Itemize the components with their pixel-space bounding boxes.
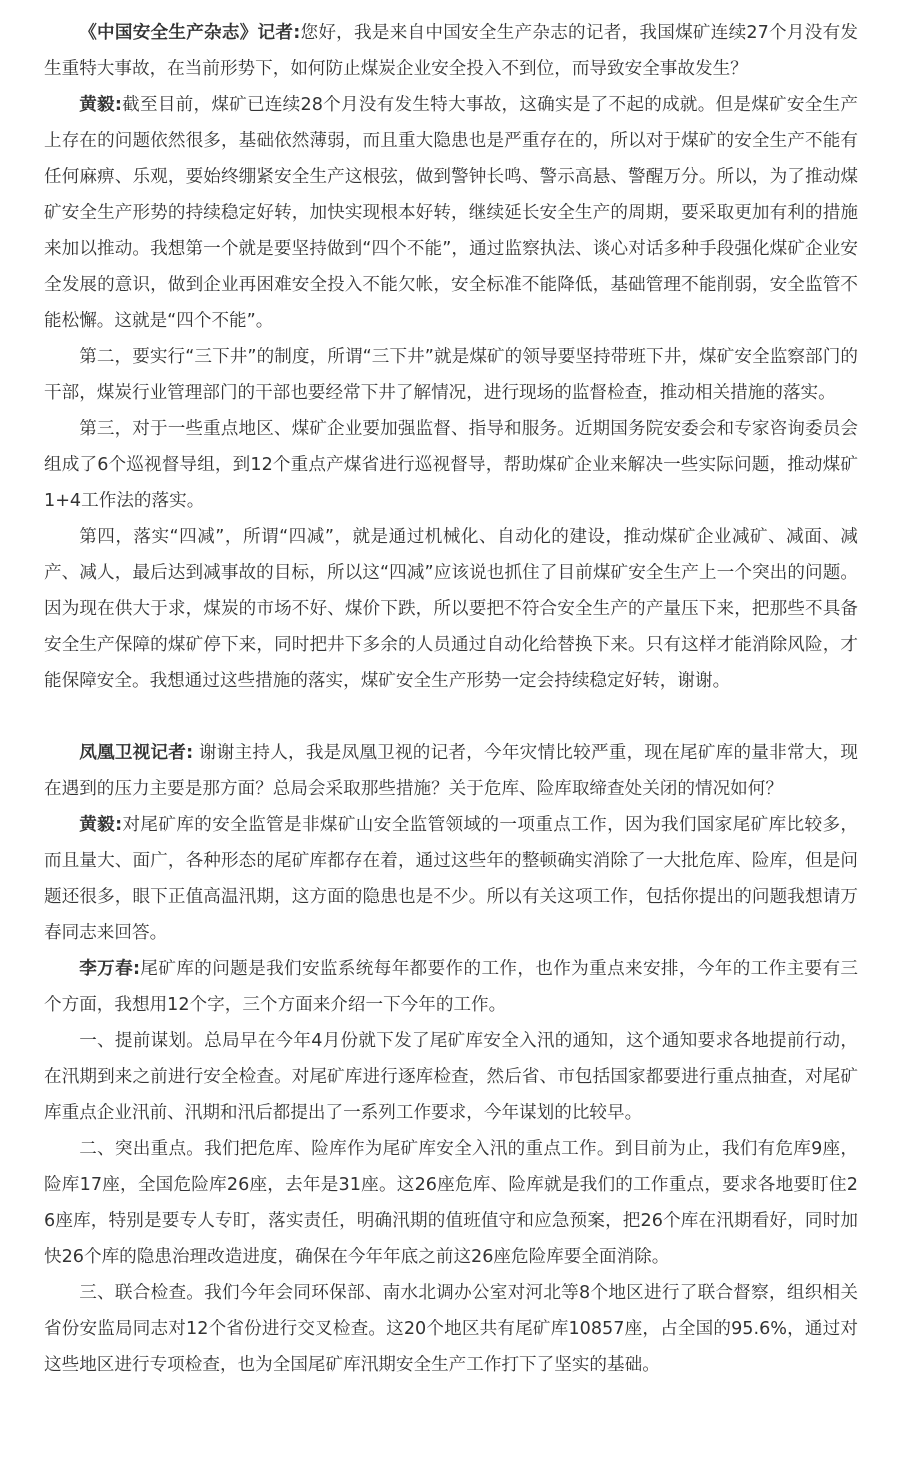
article-paragraph xyxy=(44,339,858,411)
paragraph-text: 一、提前谋划。总局早在今年4月份就下发了尾矿库安全入汛的通知，这个通知要求各地提前行动，在汛期到来之前进行安全检查。对尾矿库进行逐库检查，然后省、市包括国家都要进行重点抽查，对尾矿库重点企业汛前、汛期和汛后都提出了一系列工作要求，今年谋划的比较早。 xyxy=(44,1031,858,1123)
paragraph-text: 第三，对于一些重点地区、煤矿企业要加强监督、指导和服务。近期国务院安委会和专家咨询委员会组成了6个巡视督导组，到12个重点产煤省进行巡视督导，帮助煤矿企业来解决一些实际问题，推动煤矿1+4工作法的落实。 xyxy=(44,419,858,511)
article-paragraph xyxy=(44,1131,858,1275)
article-paragraph xyxy=(44,1023,858,1131)
article-paragraph xyxy=(44,519,858,699)
section-gap xyxy=(44,699,858,735)
speaker-label: 李万春: xyxy=(79,959,141,979)
paragraph-text: 三、联合检查。我们今年会同环保部、南水北调办公室对河北等8个地区进行了联合督察，组织相关省份安监局同志对12个省份进行交叉检查。这20个地区共有尾矿库10857座，占全国的95.6%，通过对这些地区进行专项检查，也为全国尾矿库汛期安全生产工作打下了坚实的基础。 xyxy=(44,1283,858,1375)
article-paragraph xyxy=(44,411,858,519)
article-paragraph xyxy=(44,735,858,807)
paragraph-text: 尾矿库的问题是我们安监系统每年都要作的工作，也作为重点来安排，今年的工作主要有三个方面，我想用12个字，三个方面来介绍一下今年的工作。 xyxy=(44,959,858,1015)
article-paragraph xyxy=(44,87,858,339)
article-paragraph xyxy=(44,951,858,1023)
paragraph-text: 谢谢主持人，我是凤凰卫视的记者，今年灾情比较严重，现在尾矿库的量非常大，现在遇到的压力主要是那方面？总局会采取那些措施？关于危库、险库取缔查处关闭的情况如何？ xyxy=(44,743,858,799)
speaker-label: 黄毅: xyxy=(79,815,123,835)
paragraph-text: 截至目前，煤矿已连续28个月没有发生特大事故，这确实是了不起的成就。但是煤矿安全生产上存在的问题依然很多，基础依然薄弱，而且重大隐患也是严重存在的，所以对于煤矿的安全生产不能有任何麻痹、乐观，要始终绷紧安全生产这根弦，做到警钟长鸣、警示高悬、警醒万分。所以，为了推动煤矿安全生产形势的持续稳定好转，加快实现根本好转，继续延长安全生产的周期，要采取更加有利的措施来加以推动。我想第一个就是要坚持做到“四个不能”，通过监察执法、谈心对话多种手段强化煤矿企业安全发展的意识，做到企业再困难安全投入不能欠帐，安全标准不能降低，基础管理不能削弱，安全监管不能松懈。这就是“四个不能”。 xyxy=(44,95,858,331)
article-paragraph xyxy=(44,15,858,87)
speaker-label: 黄毅: xyxy=(79,95,122,115)
paragraph-text: 第四，落实“四减”，所谓“四减”，就是通过机械化、自动化的建设，推动煤矿企业减矿、减面、减产、减人，最后达到减事故的目标，所以这“四减”应该说也抓住了目前煤矿安全生产上一个突出的问题。因为现在供大于求，煤炭的市场不好、煤价下跌，所以要把不符合安全生产的产量压下来，把那些不具备安全生产保障的煤矿停下来，同时把井下多余的人员通过自动化给替换下来。只有这样才能消除风险，才能保障安全。我想通过这些措施的落实，煤矿安全生产形势一定会持续稳定好转，谢谢。 xyxy=(44,527,858,691)
paragraph-text: 对尾矿库的安全监管是非煤矿山安全监管领域的一项重点工作，因为我们国家尾矿库比较多，而且量大、面广，各种形态的尾矿库都存在着，通过这些年的整顿确实消除了一大批危库、险库，但是问题还很多，眼下正值高温汛期，这方面的隐患也是不少。所以有关这项工作，包括你提出的问题我想请万春同志来回答。 xyxy=(44,815,858,943)
paragraph-text: 您好，我是来自中国安全生产杂志的记者，我国煤矿连续27个月没有发生重特大事故，在当前形势下，如何防止煤炭企业安全投入不到位，而导致安全事故发生？ xyxy=(44,23,858,79)
article-paragraph xyxy=(44,807,858,951)
speaker-label: 凤凰卫视记者: xyxy=(79,743,194,763)
article-paragraph xyxy=(44,1275,858,1383)
speaker-label: 《中国安全生产杂志》记者: xyxy=(79,23,301,43)
paragraph-text: 第二，要实行“三下井”的制度，所谓“三下井”就是煤矿的领导要坚持带班下井，煤矿安全监察部门的干部，煤炭行业管理部门的干部也要经常下井了解情况，进行现场的监督检查，推动相关措施的落实。 xyxy=(44,347,858,403)
paragraph-text: 二、突出重点。我们把危库、险库作为尾矿库安全入汛的重点工作。到目前为止，我们有危库9座，险库17座，全国危险库26座，去年是31座。这26座危库、险库就是我们的工作重点，要求各地要盯住26座库，特别是要专人专盯，落实责任，明确汛期的值班值守和应急预案，把26个库在汛期看好，同时加快26个库的隐患治理改造进度，确保在今年年底之前这26座危险库要全面消除。 xyxy=(44,1139,858,1267)
